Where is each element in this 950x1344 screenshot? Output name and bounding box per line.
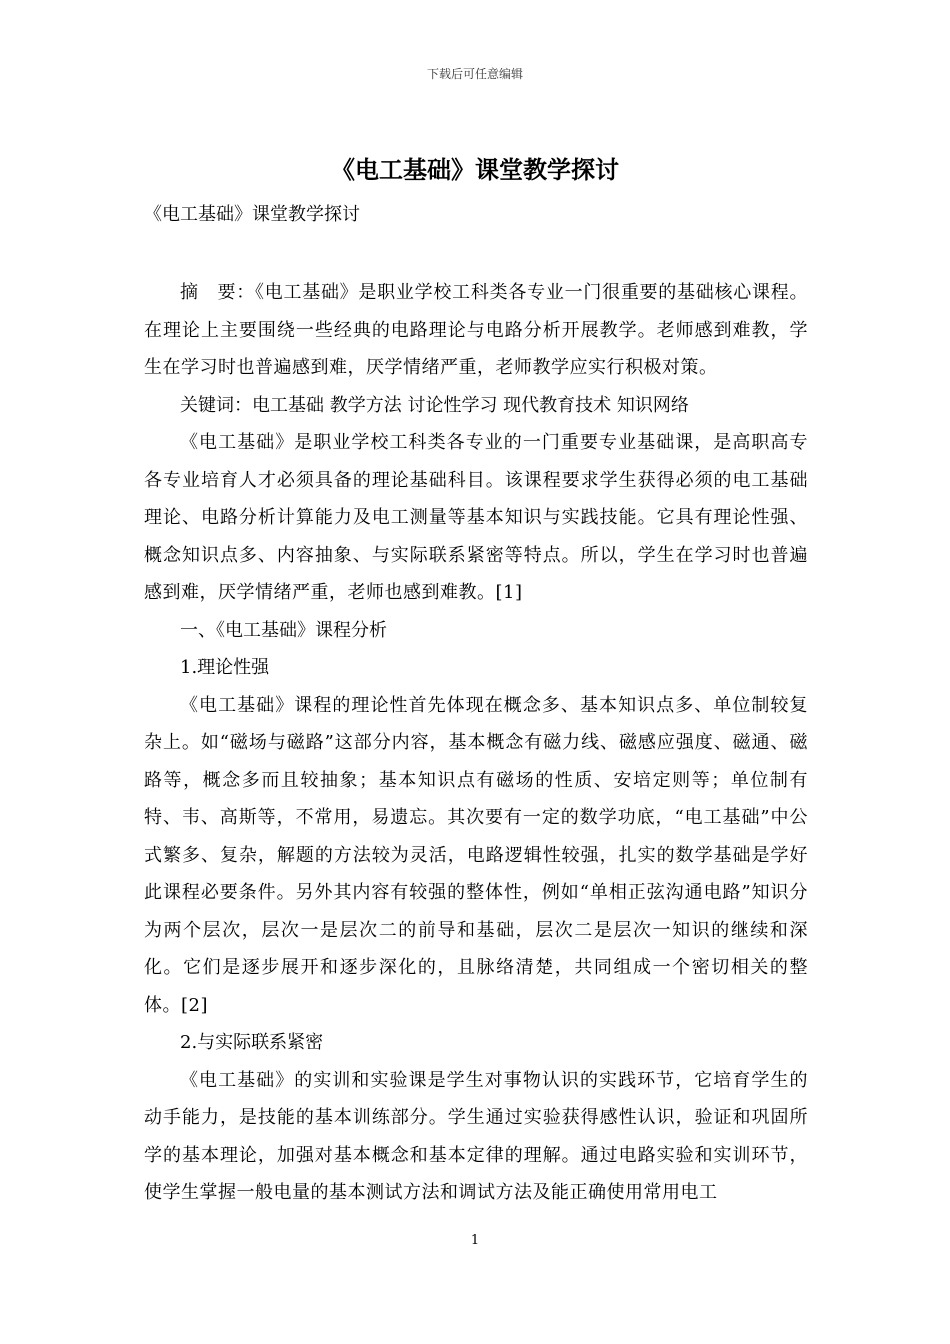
subsection-heading-theory: 1.理论性强 <box>180 657 270 678</box>
intro-paragraph: 《电工基础》是职业学校工科类各专业的一门重要专业基础课，是高职高专各专业培育人才必须具备的理论基础科目。该课程要求学生获得必须的电工基础理论、电路分析计算能力及电工测量等基本知识与实践技能。它具有理论性强、概念知识点多、内容抽象、与实际联系紧密等特点。所以，学生在学习时也普遍感到难，厌学情绪严重，老师也感到难教。[1] <box>144 432 808 603</box>
document-title: 《电工基础》课堂教学探讨 <box>331 155 619 184</box>
document-subtitle: 《电工基础》课堂教学探讨 <box>144 204 360 225</box>
document-body <box>144 200 808 1212</box>
abstract-paragraph: 摘 要：《电工基础》是职业学校工科类各专业一门很重要的基础核心课程。在理论上主要围绕一些经典的电路理论与电路分析开展教学。老师感到难教，学生在学习时也普遍感到难，厌学情绪严重，老师教学应实行积极对策。 <box>144 282 808 378</box>
keywords-line: 关键词：电工基础 教学方法 讨论性学习 现代教育技术 知识网络 <box>180 394 689 416</box>
section-heading-course-analysis: 一、《电工基础》课程分析 <box>180 619 387 641</box>
theory-paragraph: 《电工基础》课程的理论性首先体现在概念多、基本知识点多、单位制较复杂上。如“磁场与磁路”这部分内容，基本概念有磁力线、磁感应强度、磁通、磁路等，概念多而且较抽象；基本知识点有磁场的性质、安培定则等；单位制有特、韦、高斯等，不常用，易遗忘。其次要有一定的数学功底，“电工基础”中公式繁多、复杂，解题的方法较为灵活，电路逻辑性较强，扎实的数学基础是学好此课程必要条件。另外其内容有较强的整体性，例如“单相正弦沟通电路”知识分为两个层次，层次一是层次二的前导和基础，层次二是层次一知识的继续和深化。它们是逐步展开和逐步深化的，且脉络清楚，共同组成一个密切相关的整体。[2] <box>144 694 808 1016</box>
page-number: 1 <box>470 1233 480 1248</box>
subsection-heading-practice: 2.与实际联系紧密 <box>180 1032 324 1053</box>
spacer <box>144 230 808 274</box>
practice-paragraph: 《电工基础》的实训和实验课是学生对事物认识的实践环节，它培育学生的动手能力，是技能的基本训练部分。学生通过实验获得感性认识，验证和巩固所学的基本理论，加强对基本概念和基本定律的理解。通过电路实验和实训环节，使学生掌握一般电量的基本测试方法和调试方法及能正确使用常用电工 <box>144 1069 808 1203</box>
page-header-note: 下载后可任意编辑 <box>426 67 523 81</box>
